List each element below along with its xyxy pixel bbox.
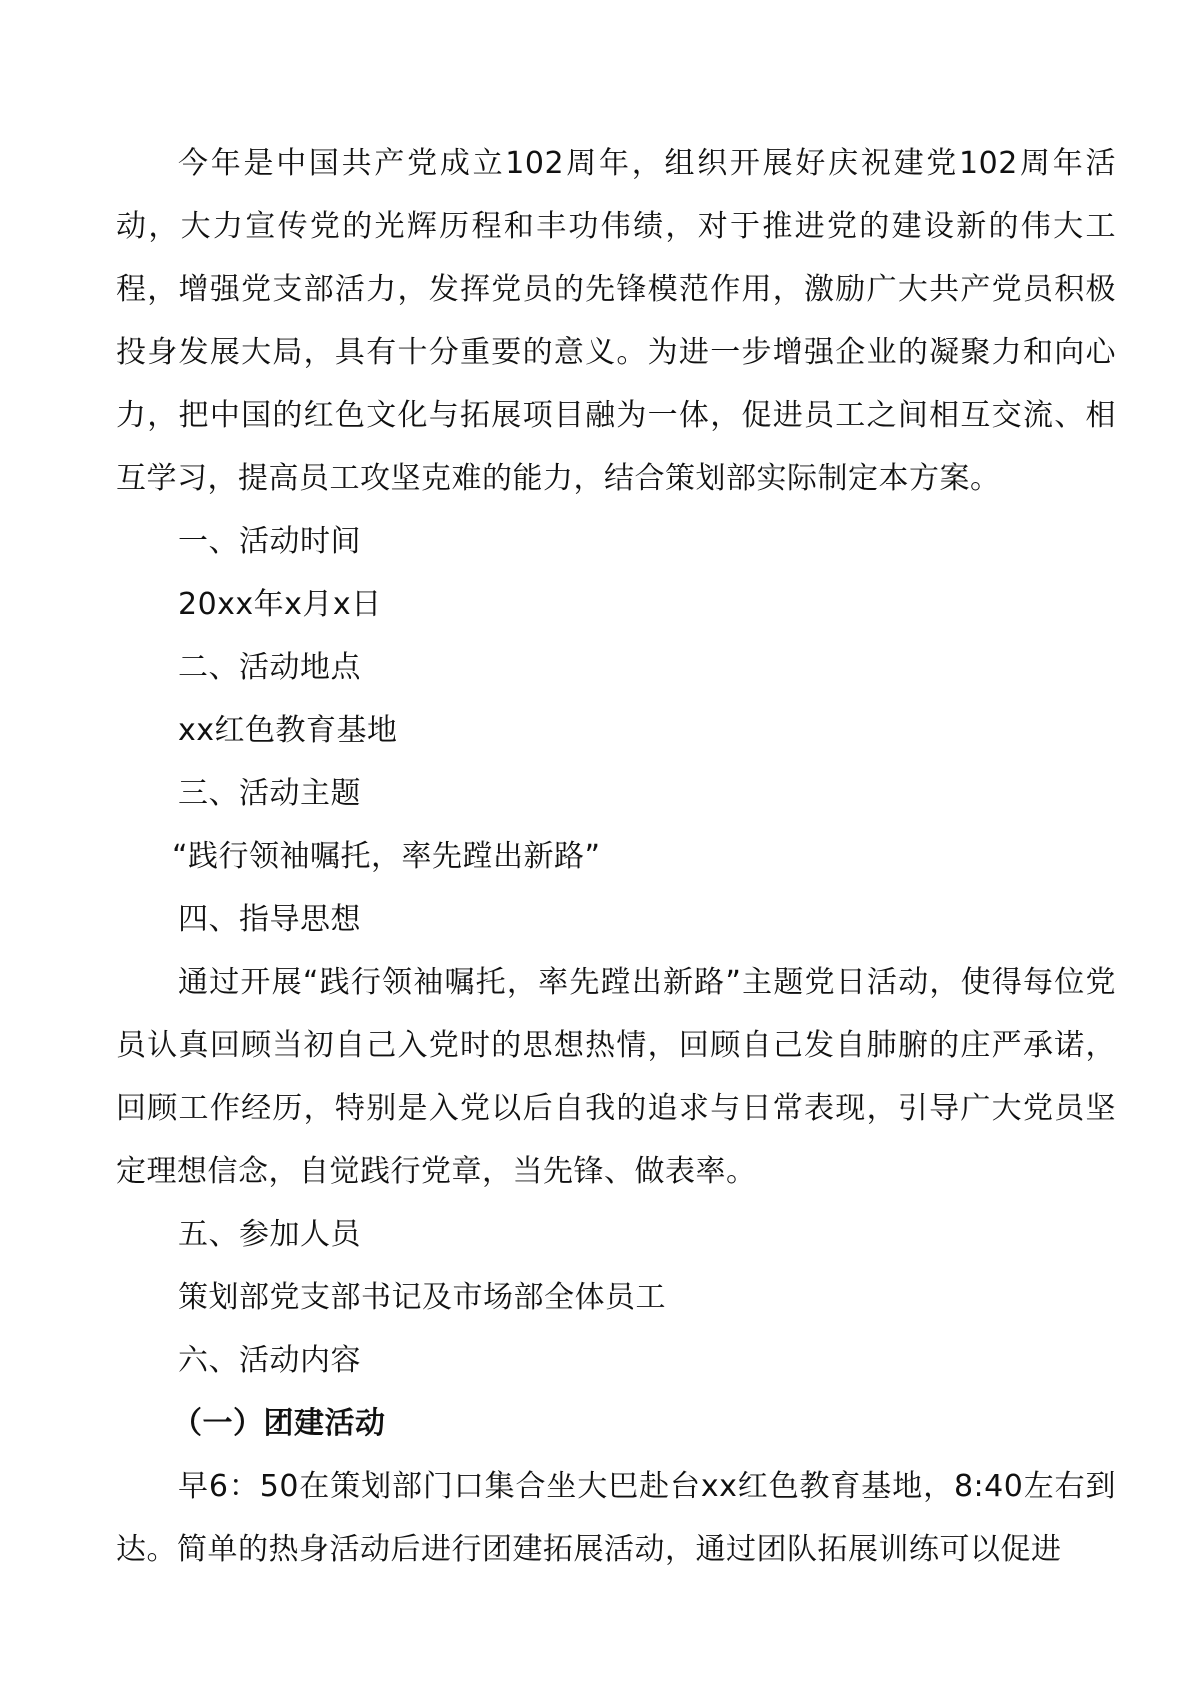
section-heading-guidance: 四、指导思想 [178, 902, 361, 937]
section-heading-content: 六、活动内容 [178, 1343, 361, 1378]
section-body-theme: “践行领袖嘱托，率先蹚出新路” [172, 839, 601, 874]
section-body-time: 20xx年x月x日 [178, 587, 382, 622]
document-body [116, 132, 1116, 1581]
section-heading-time: 一、活动时间 [178, 524, 361, 559]
section-heading-theme: 三、活动主题 [178, 776, 361, 811]
subsection-heading-team-building: （一）团建活动 [172, 1406, 386, 1441]
section-body-location: xx红色教育基地 [178, 713, 398, 748]
section-heading-participants: 五、参加人员 [178, 1217, 361, 1252]
section-body-guidance: 通过开展“践行领袖嘱托，率先蹚出新路”主题党日活动，使得每位党员认真回顾当初自己入党时的思想热情，回顾自己发自肺腑的庄严承诺，回顾工作经历，特别是入党以后自我的追求与日常表现，引导广大党员坚定理想信念，自觉践行党章，当先锋、做表率。 [116, 965, 1116, 1189]
section-heading-location: 二、活动地点 [178, 650, 361, 685]
intro-paragraph: 今年是中国共产党成立102周年，组织开展好庆祝建党102周年活动，大力宣传党的光辉历程和丰功伟绩，对于推进党的建设新的伟大工程，增强党支部活力，发挥党员的先锋模范作用，激励广大共产党员积极投身发展大局，具有十分重要的意义。为进一步增强企业的凝聚力和向心力，把中国的红色文化与拓展项目融为一体，促进员工之间相互交流、相互学习，提高员工攻坚克难的能力，结合策划部实际制定本方案。 [116, 146, 1116, 496]
subsection-body-team-building: 早6：50在策划部门口集合坐大巴赴台xx红色教育基地，8:40左右到达。简单的热身活动后进行团建拓展活动，通过团队拓展训练可以促进 [116, 1469, 1116, 1567]
section-body-participants: 策划部党支部书记及市场部全体员工 [178, 1280, 666, 1315]
